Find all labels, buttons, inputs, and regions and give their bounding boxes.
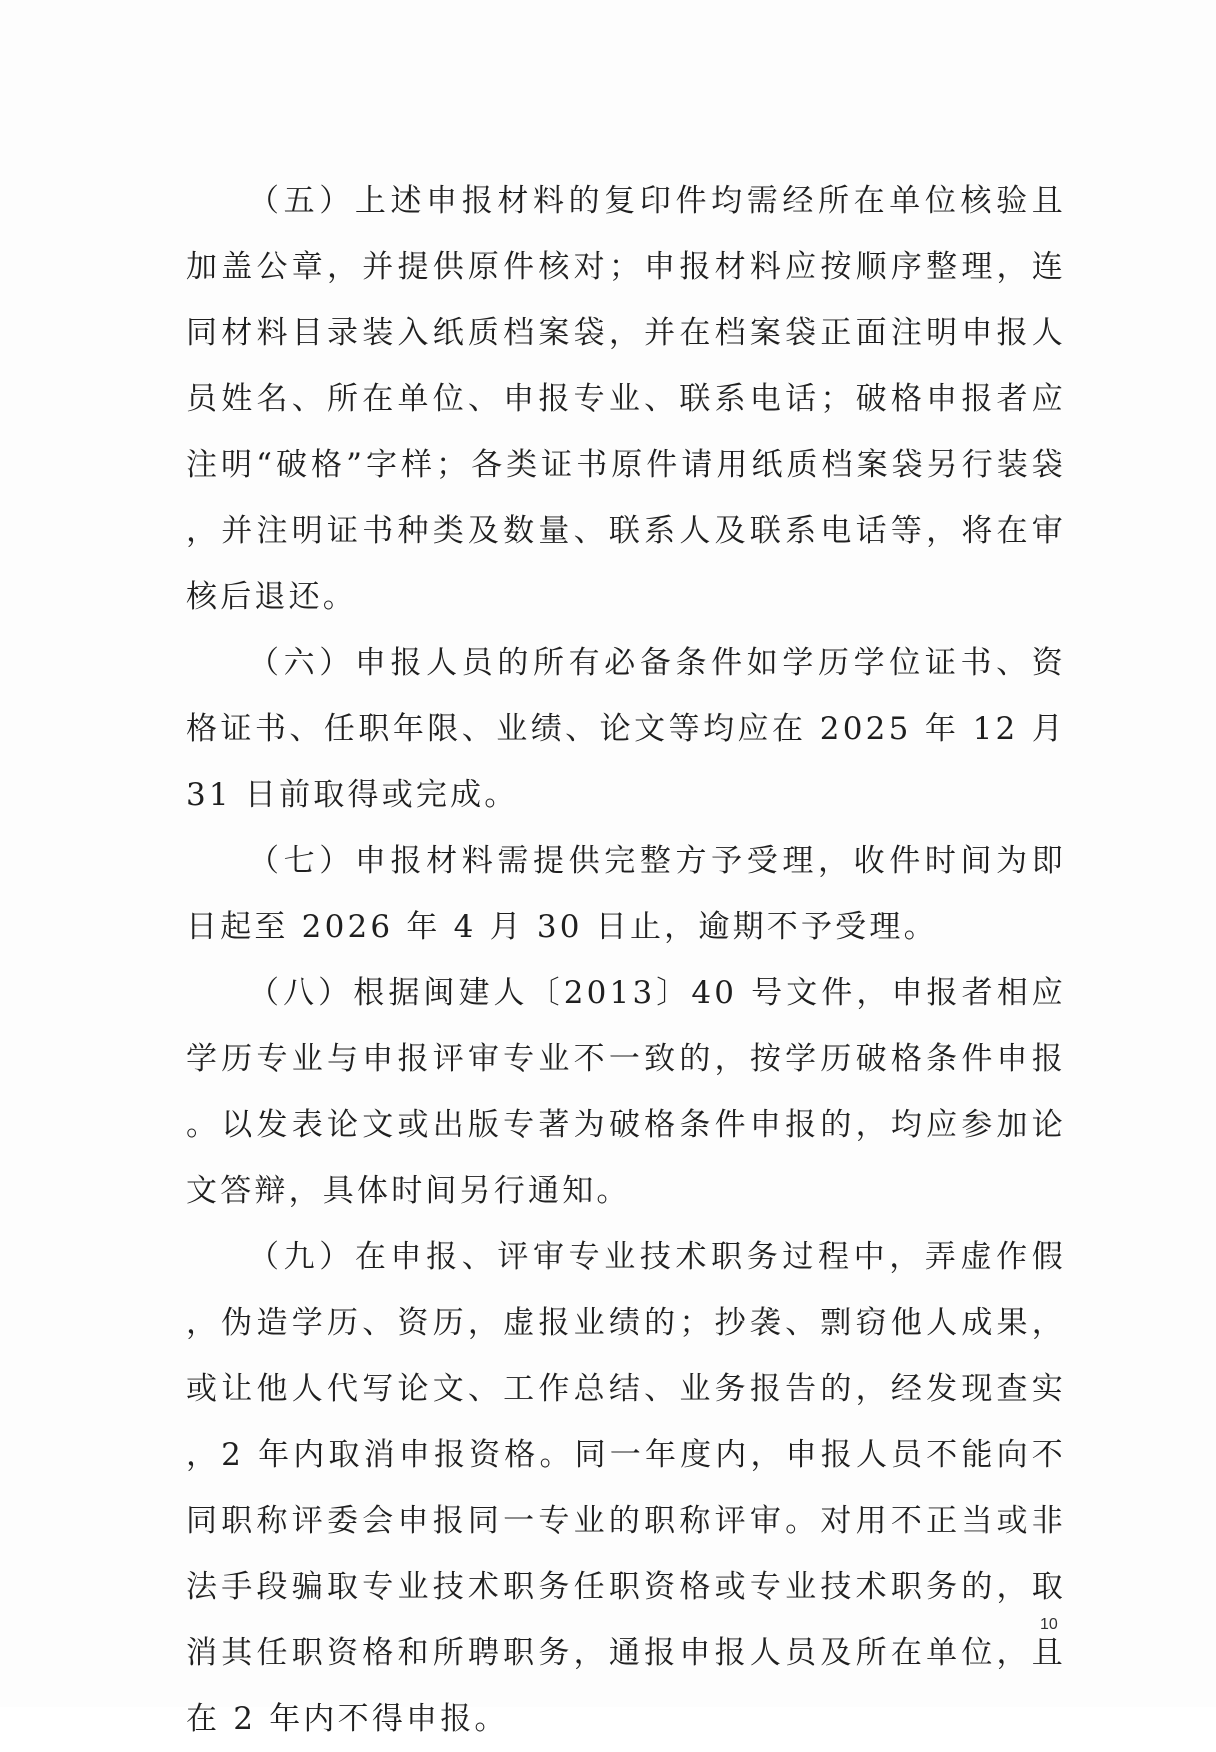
paragraph-item-7: （七）申报材料需提供完整方予受理，收件时间为即日起至 2026 年 4 月 30 日止，逾期不予受理。 <box>186 843 1066 945</box>
paragraph-item-8: （八）根据闽建人〔2013〕40 号文件，申报者相应学历专业与申报评审专业不一致的，按学历破格条件申报。以发表论文或出版专著为破格条件申报的，均应参加论文答辩，具体时间另行通知。 <box>186 975 1066 1209</box>
page-number: 10 <box>1040 1616 1058 1633</box>
paragraph-item-6: （六）申报人员的所有必备条件如学历学位证书、资格证书、任职年限、业绩、论文等均应在 2025 年 12 月 31 日前取得或完成。 <box>186 645 1066 813</box>
paragraph-item-5: （五）上述申报材料的复印件均需经所在单位核验且加盖公章，并提供原件核对；申报材料应按顺序整理，连同材料目录装入纸质档案袋，并在档案袋正面注明申报人员姓名、所在单位、申报专业、联系电话；破格申报者应注明“破格”字样；各类证书原件请用纸质档案袋另行装袋，并注明证书种类及数量、联系人及联系电话等，将在审核后退还。 <box>186 183 1066 615</box>
paragraph-item-9: （九）在申报、评审专业技术职务过程中，弄虚作假，伪造学历、资历，虚报业绩的；抄袭、剽窃他人成果，或让他人代写论文、工作总结、业务报告的，经发现查实，2 年内取消申报资格。同一年度内，申报人员不能向不同职称评委会申报同一专业的职称评审。对用不正当或非法手段骗取专业技术职务任职资格或专业技术职务的，取消其任职资格和所聘职务，通报申报人员及所在单位，且在 2 年内不得申报。 <box>186 1239 1066 1737</box>
document-body <box>186 168 1066 1752</box>
